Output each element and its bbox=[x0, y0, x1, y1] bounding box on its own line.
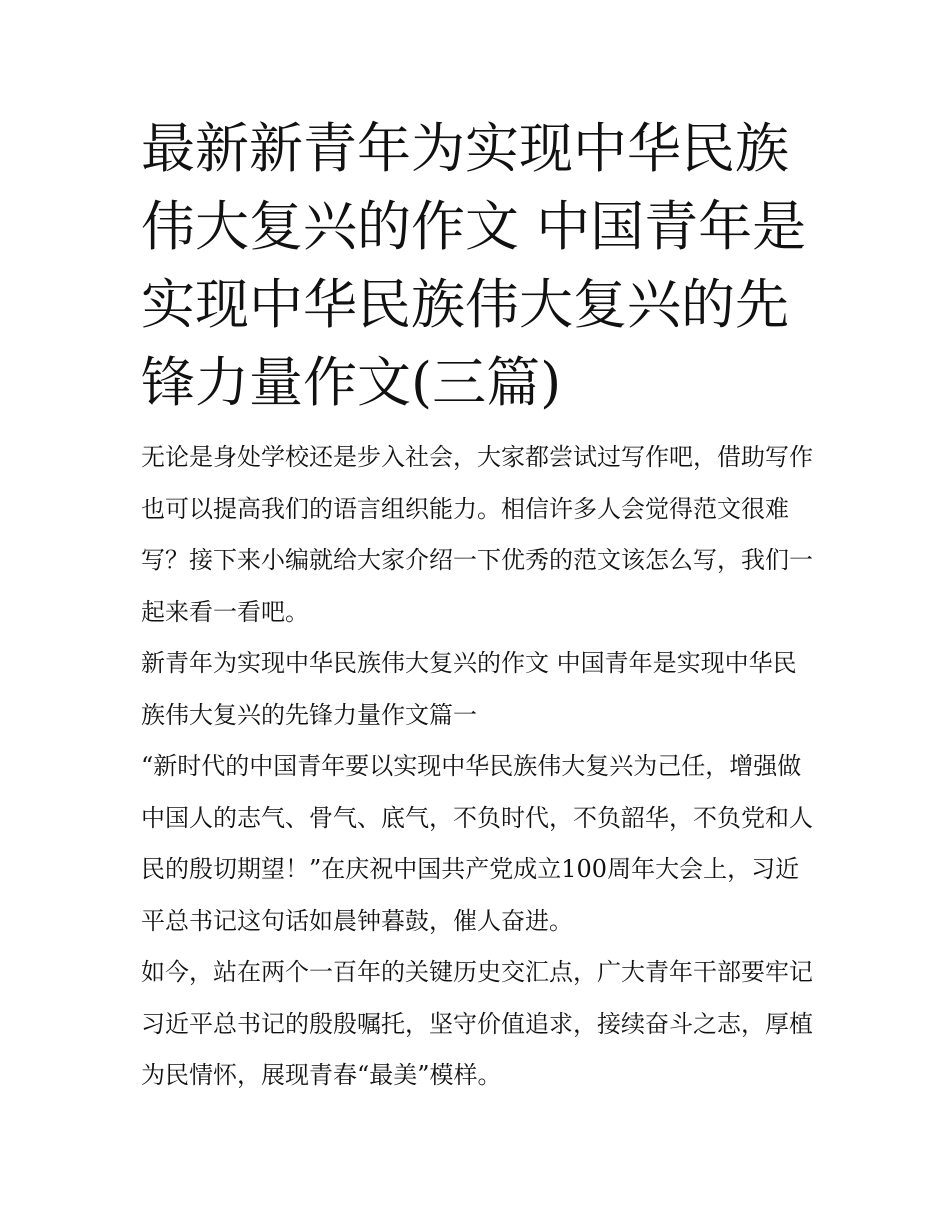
quote-paragraph: “新时代的中国青年要以实现中华民族伟大复兴为己任，增强做中国人的志气、骨气、底气，不负时代，不负韶华，不负党和人民的殷切期望！”在庆祝中国共产党成立100周年大会上，习近平总书记这句话如晨钟暮鼓，催人奋进。 bbox=[141, 752, 813, 935]
section-heading: 新青年为实现中华民族伟大复兴的作文 中国青年是实现中华民族伟大复兴的先锋力量作文篇一 bbox=[141, 649, 797, 729]
body-paragraph: 如今，站在两个一百年的关键历史交汇点，广大青年干部要牢记习近平总书记的殷殷嘱托，坚守价值追求，接续奋斗之志，厚植为民情怀，展现青春“最美”模样。 bbox=[141, 958, 813, 1089]
intro-paragraph: 无论是身处学校还是步入社会，大家都尝试过写作吧，借助写作也可以提高我们的语言组织能力。相信许多人会觉得范文很难写？接下来小编就给大家介绍一下优秀的范文该怎么写，我们一起来看一看吧。 bbox=[141, 443, 813, 626]
document-title: 最新新青年为实现中华民族伟大复兴的作文 中国青年是实现中华民族伟大复兴的先锋力量作文(三篇) bbox=[141, 117, 807, 414]
document-body bbox=[141, 432, 817, 1102]
